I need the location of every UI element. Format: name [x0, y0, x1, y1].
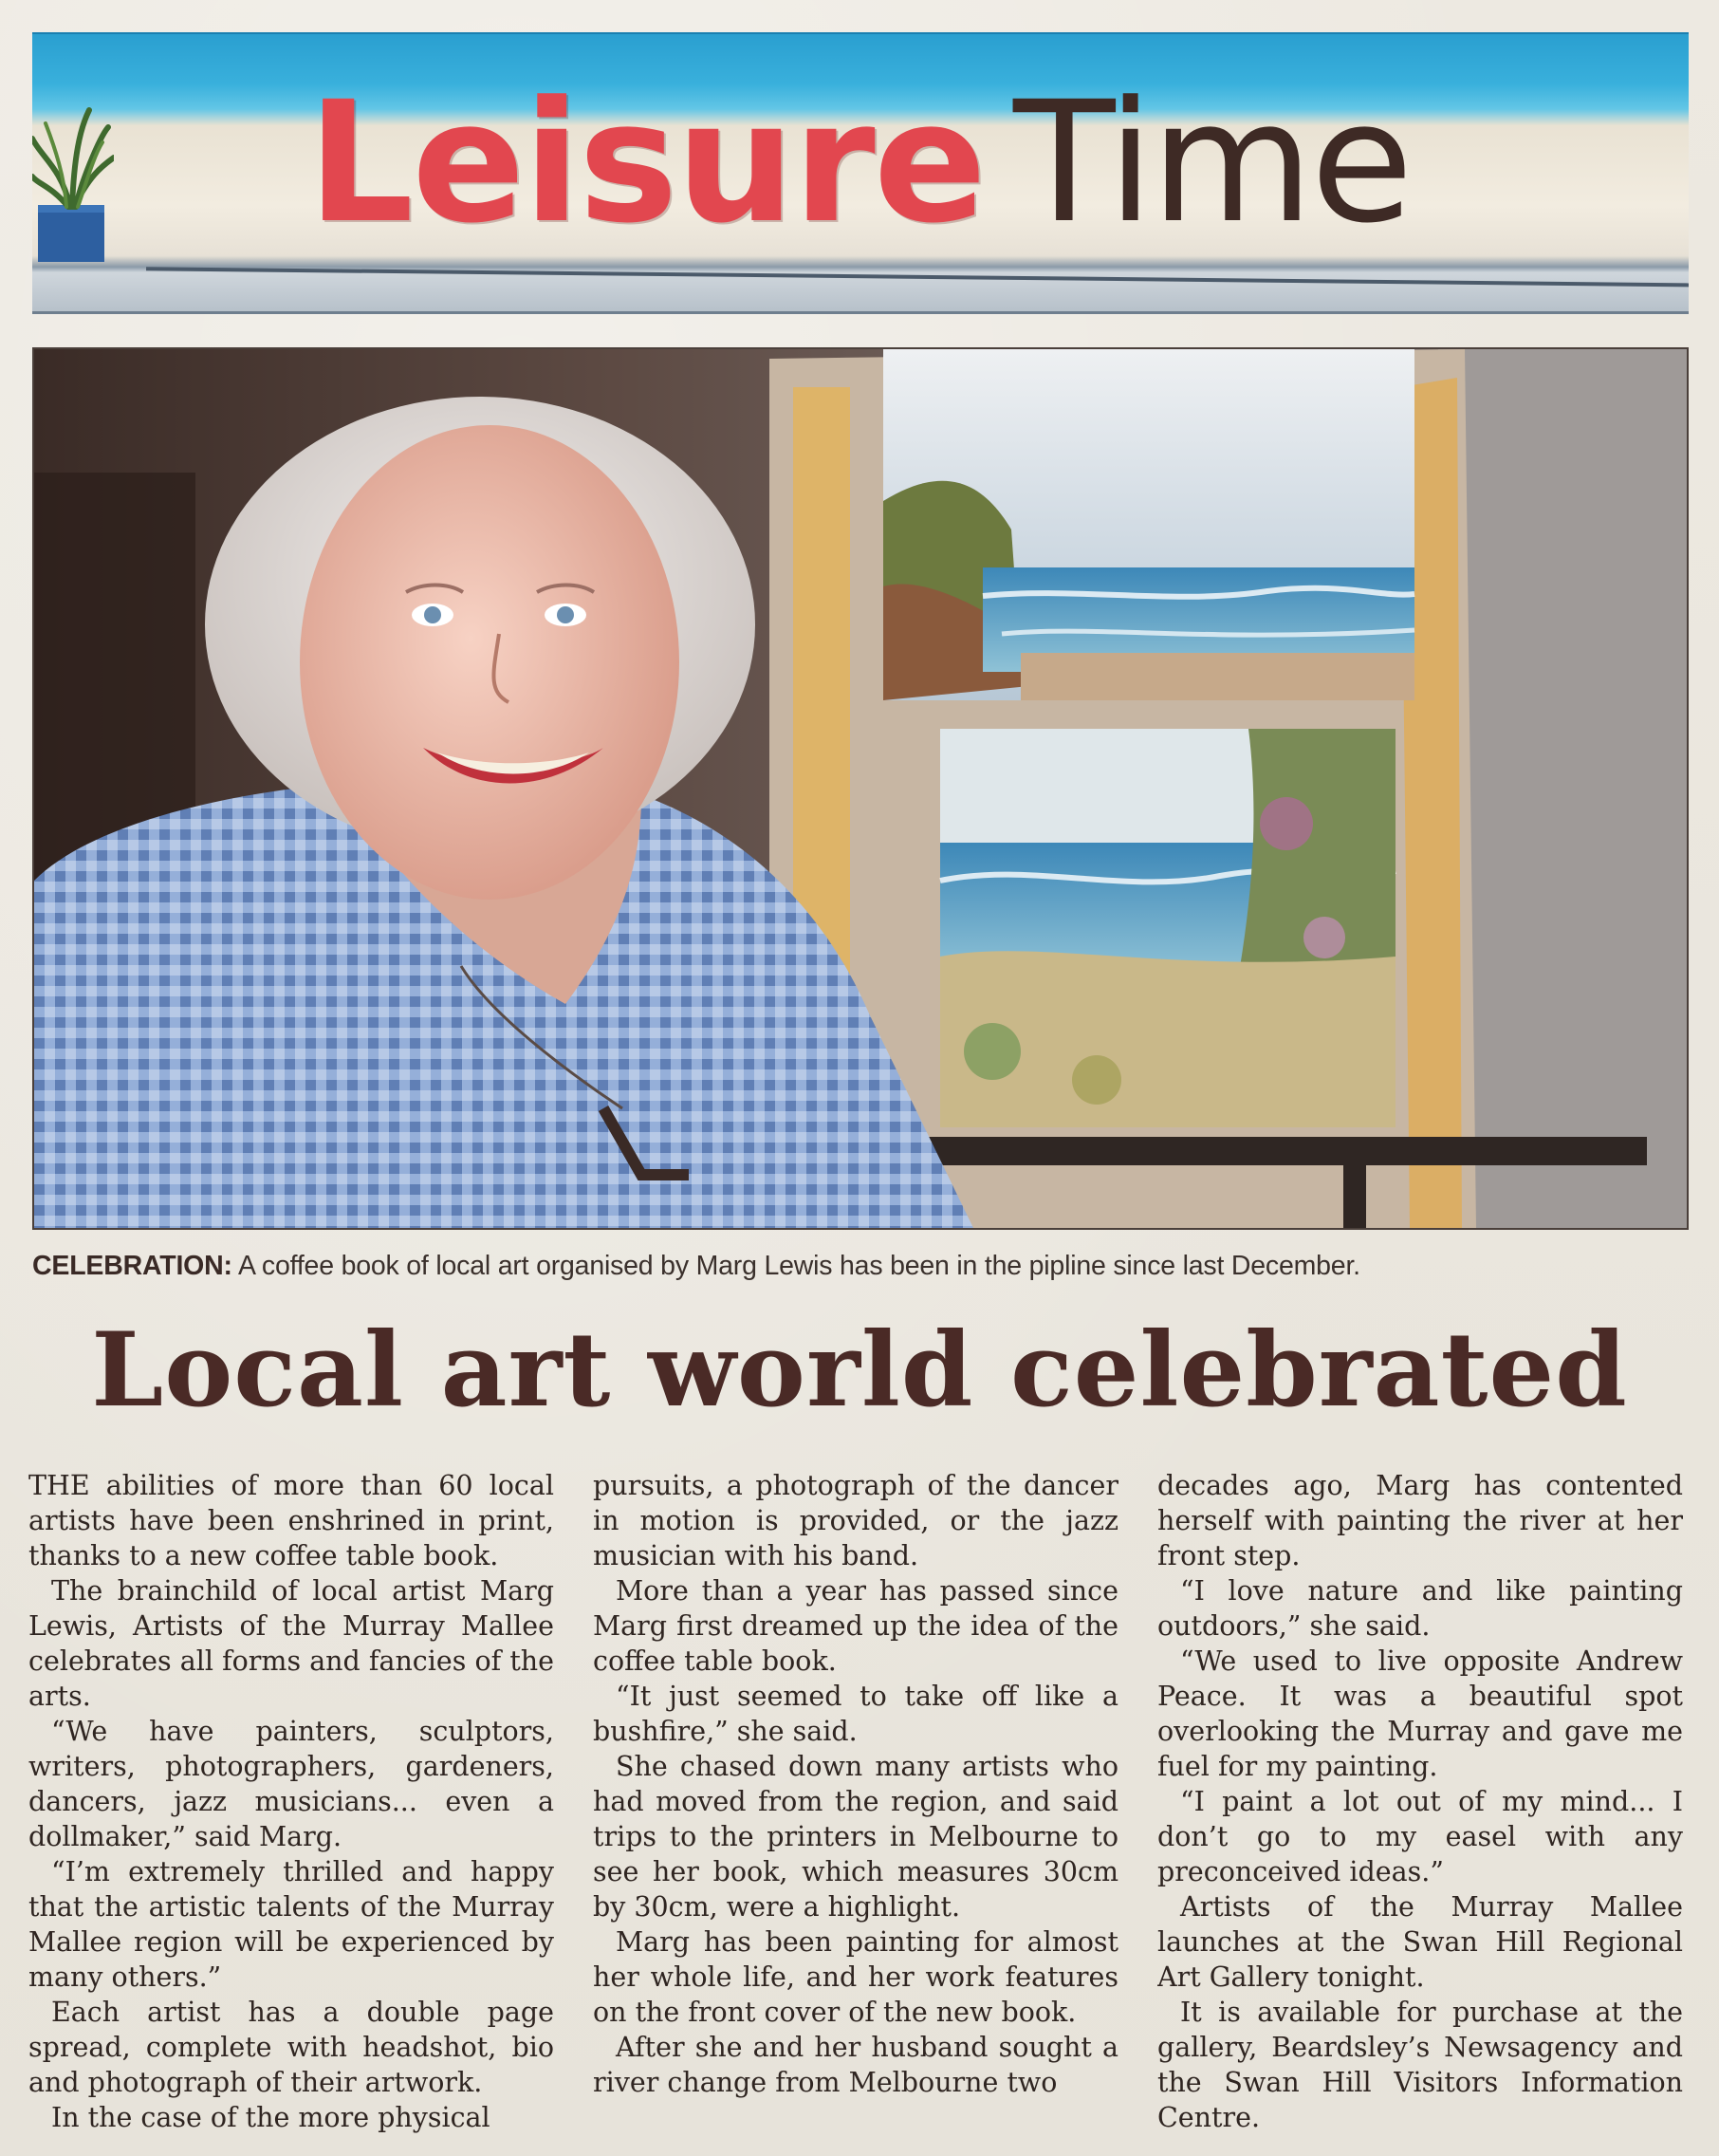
shoreline-painting-icon: [940, 729, 1396, 1127]
article-paragraph: She chased down many artists who had moved from the region, and said trips to the printers in Melbourne to see her book, which measures 30cm by 30cm, were a highlight.: [593, 1751, 1118, 1923]
article-paragraph: THE abilities of more than 60 local artists have been enshrined in print, thanks to a new coffee table book.: [28, 1470, 554, 1571]
article-paragraph: “I’m extremely thrilled and happy that the artistic talents of the Murray Mallee region will be experienced by many others.”: [28, 1856, 554, 1993]
article-paragraph: Marg has been painting for almost her whole life, and her work features on the front cover of the new book.: [593, 1926, 1118, 2028]
section-banner: [32, 32, 1689, 314]
article-paragraph: “We used to live opposite Andrew Peace. It was a beautiful spot overlooking the Murray and gave me fuel for my painting.: [1157, 1645, 1683, 1782]
article-paragraph: It is available for purchase at the gallery, Beardsley’s Newsagency and the Swan Hill Visitors Information Centre.: [1157, 1997, 1683, 2133]
caption-label: CELEBRATION:: [32, 1251, 232, 1281]
article-paragraph: Each artist has a double page spread, complete with headshot, bio and photograph of their artwork.: [28, 1997, 554, 2098]
banner-title-leisure: Leisure: [307, 65, 986, 260]
article-photo: [32, 347, 1689, 1230]
article-column-3: [1157, 1468, 1683, 2147]
article-paragraph: More than a year has passed since Marg first dreamed up the idea of the coffee table book.: [593, 1575, 1118, 1677]
potted-plant-icon: [32, 101, 114, 281]
article-paragraph: Artists of the Murray Mallee launches at the Swan Hill Regional Art Gallery tonight.: [1157, 1891, 1683, 1993]
seascape-painting-icon: [883, 349, 1414, 700]
caption-text: A coffee book of local art organised by Marg Lewis has been in the pipline since last December.: [237, 1251, 1360, 1281]
article-paragraph: In the case of the more physical: [51, 2102, 490, 2133]
article-headline: Local art world celebrated: [91, 1310, 1628, 1430]
photo-illustration: [34, 349, 1687, 1228]
article-paragraph: “I love nature and like painting outdoors,” she said.: [1157, 1575, 1683, 1642]
article-paragraph: “It just seemed to take off like a bushfire,” she said.: [593, 1681, 1118, 1747]
article-paragraph: decades ago, Marg has contented herself with painting the river at her front step.: [1157, 1470, 1683, 1571]
article-paragraph: The brainchild of local artist Marg Lewis, Artists of the Murray Mallee celebrates all forms and fancies of the arts.: [28, 1575, 554, 1712]
banner-title-time: Time: [1013, 65, 1411, 260]
article-paragraph: “I paint a lot out of my mind... I don’t go to my easel with any preconceived ideas.”: [1157, 1786, 1683, 1887]
article-paragraph: “We have painters, sculptors, writers, photographers, gardeners, dancers, jazz musicians... even a dollmaker,” said Marg.: [28, 1716, 554, 1852]
article-column-2: [593, 1468, 1118, 2147]
article-paragraph: pursuits, a photograph of the dancer in motion is provided, or the jazz musician with his band.: [593, 1470, 1118, 1571]
article-body: [28, 1468, 1691, 2147]
article-column-1: [28, 1468, 554, 2147]
banner-title: [307, 65, 1411, 260]
article-paragraph: After she and her husband sought a river change from Melbourne two: [593, 2032, 1118, 2098]
photo-caption: [32, 1251, 1689, 1282]
banner-rule: [146, 267, 1689, 287]
